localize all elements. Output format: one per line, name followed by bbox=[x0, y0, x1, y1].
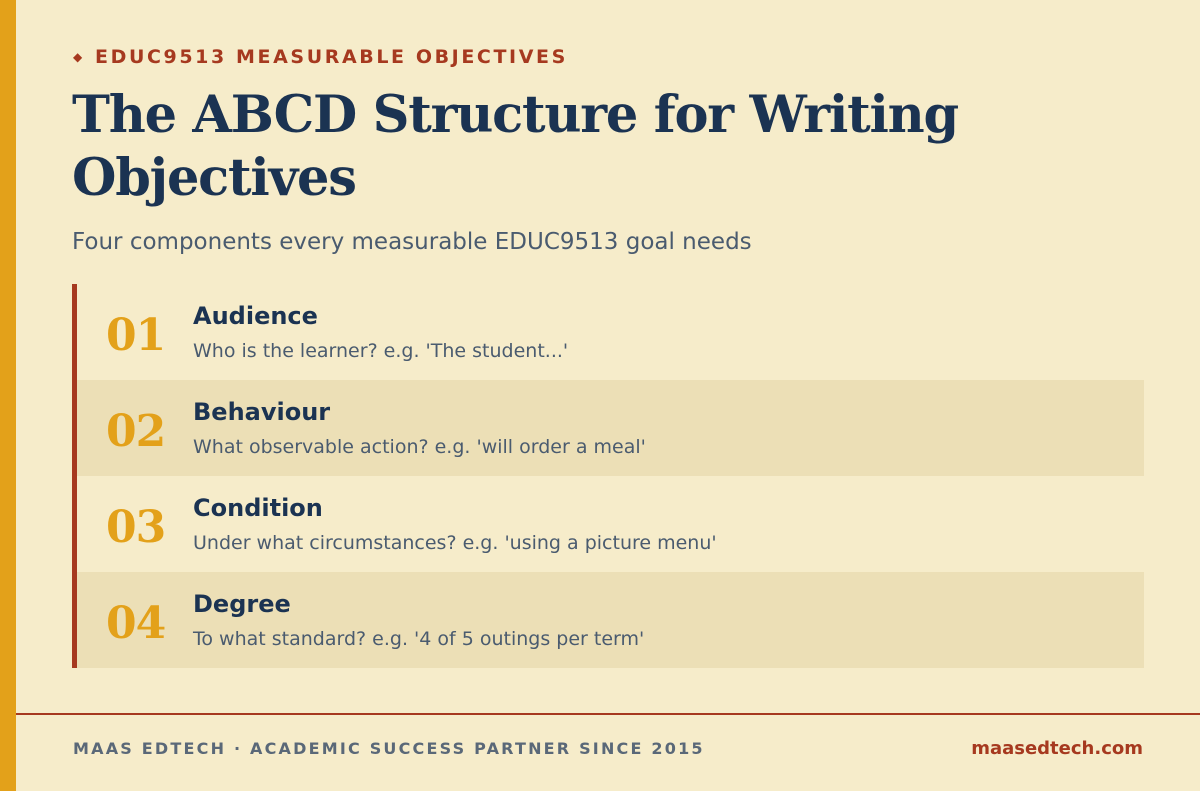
item-label: Degree bbox=[193, 590, 291, 618]
eyebrow-text: EDUC9513 MEASURABLE OBJECTIVES bbox=[95, 46, 568, 68]
item-number: 02 bbox=[106, 406, 166, 457]
item-number: 01 bbox=[106, 310, 166, 361]
item-number: 03 bbox=[106, 502, 166, 553]
item-label: Audience bbox=[193, 302, 318, 330]
footer-website-link[interactable]: maasedtech.com bbox=[971, 738, 1143, 759]
abcd-component-list bbox=[72, 284, 1144, 668]
diamond-bullet-icon: ◆ bbox=[73, 50, 83, 64]
page-title: The ABCD Structure for Writing Objectives bbox=[72, 85, 959, 208]
item-label: Condition bbox=[193, 494, 323, 522]
item-number: 04 bbox=[106, 598, 166, 649]
item-description: To what standard? e.g. '4 of 5 outings per term' bbox=[193, 628, 645, 650]
list-item-audience bbox=[77, 284, 1144, 380]
item-description: What observable action? e.g. 'will order a meal' bbox=[193, 436, 646, 458]
eyebrow bbox=[73, 45, 568, 69]
list-item-behaviour bbox=[77, 380, 1144, 476]
item-description: Who is the learner? e.g. 'The student...' bbox=[193, 340, 569, 362]
item-description: Under what circumstances? e.g. 'using a picture menu' bbox=[193, 532, 717, 554]
item-label: Behaviour bbox=[193, 398, 331, 426]
list-item-condition bbox=[77, 476, 1144, 572]
list-item-degree bbox=[77, 572, 1144, 668]
footer-tagline: MAAS EDTECH · ACADEMIC SUCCESS PARTNER SINCE 2015 bbox=[73, 739, 705, 758]
footer-divider bbox=[16, 713, 1200, 715]
page-subtitle: Four components every measurable EDUC9513 goal needs bbox=[72, 229, 752, 255]
left-accent-bar bbox=[0, 0, 16, 791]
